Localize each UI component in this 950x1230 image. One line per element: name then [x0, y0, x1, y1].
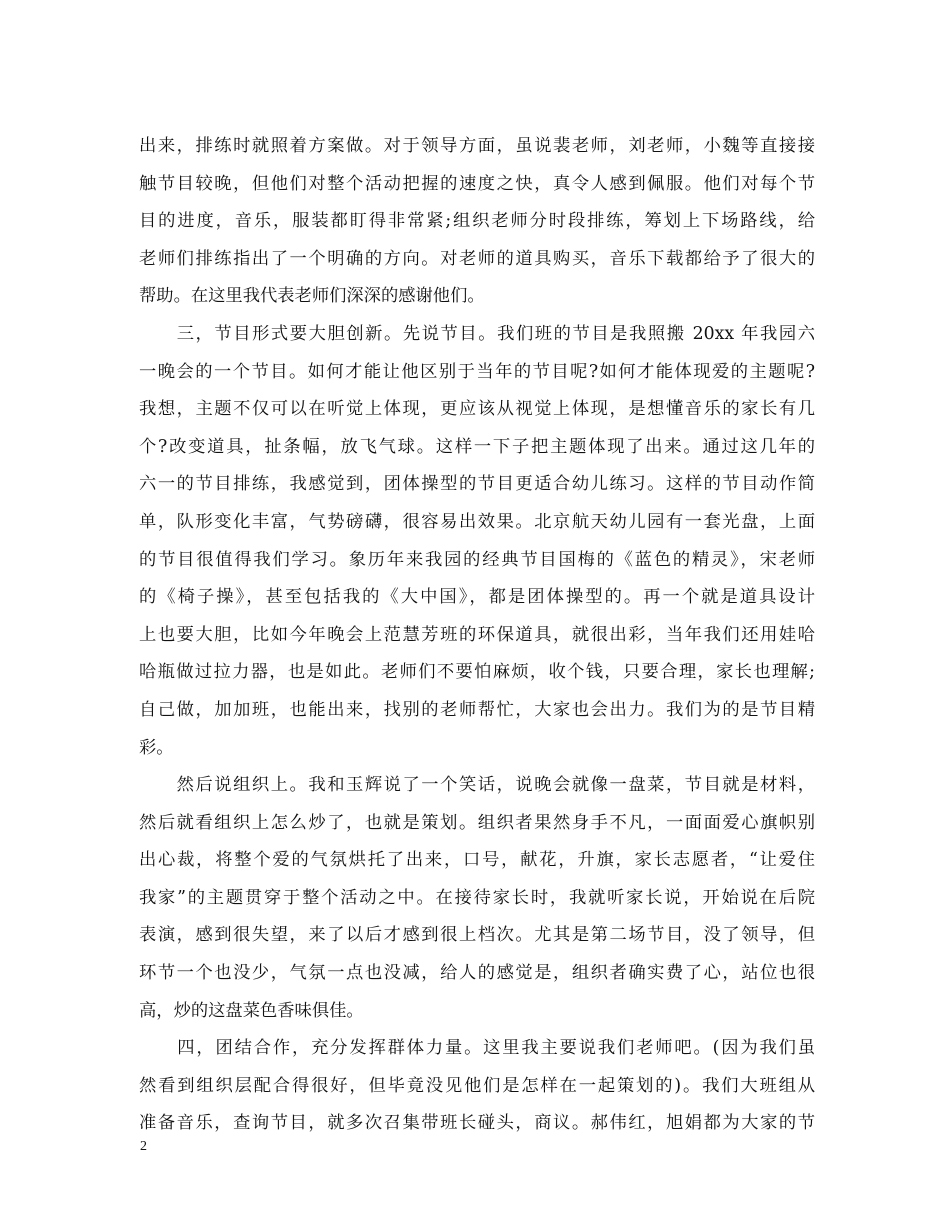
- text-line: 目的进度，音乐，服装都盯得非常紧;组织老师分时段排练，筹划上下场路线，给: [139, 211, 815, 232]
- text-line: 的《椅子操》，甚至包括我的《大中国》，都是团体操型的。再一个就是道具设计: [139, 587, 815, 608]
- text-line: 触节目较晚，但他们对整个活动把握的速度之快，真令人感到佩服。他们对每个节: [139, 173, 815, 194]
- text-line: 然看到组织层配合得很好，但毕竟没见他们是怎样在一起策划的)。我们大班组从: [139, 1075, 815, 1096]
- text-line: 上也要大胆，比如今年晚会上范慧芳班的环保道具，就很出彩，当年我们还用娃哈: [139, 624, 815, 645]
- text-line: 自己做，加加班，也能出来，找别的老师帮忙，大家也会出力。我们为的是节目精: [139, 699, 815, 720]
- text-line: 出心裁，将整个爱的气氛烘托了出来，口号，献花，升旗，家长志愿者，“让爱住: [139, 850, 815, 871]
- text-line: 高，炒的这盘菜色香味俱佳。: [139, 1000, 364, 1021]
- text-line: 个?改变道具，扯条幅，放飞气球。这样一下子把主题体现了出来。通过这几年的: [139, 436, 815, 457]
- text-line: 然后就看组织上怎么炒了，也就是策划。组织者果然身手不凡，一面面爱心旗帜别: [139, 812, 815, 833]
- text-line: 我家”的主题贯穿于整个活动之中。在接待家长时，我就听家长说，开始说在后院: [139, 887, 815, 908]
- text-line: 三，节目形式要大胆创新。先说节目。我们班的节目是我照搬 20xx 年我园六: [139, 323, 815, 344]
- text-line: 的节目很值得我们学习。象历年来我园的经典节目国梅的《蓝色的精灵》，宋老师: [139, 549, 815, 570]
- text-line: 老师们排练指出了一个明确的方向。对老师的道具购买，音乐下载都给予了很大的: [139, 248, 815, 269]
- page-number: 2: [140, 1139, 147, 1154]
- text-line: 六一的节目排练，我感觉到，团体操型的节目更适合幼儿练习。这样的节目动作简: [139, 474, 815, 495]
- text-line: 环节一个也没少，气氛一点也没减，给人的感觉是，组织者确实费了心，站位也很: [139, 963, 815, 984]
- text-line: 彩。: [139, 737, 174, 758]
- text-line: 哈瓶做过拉力器，也是如此。老师们不要怕麻烦，收个钱，只要合理，家长也理解;: [139, 662, 815, 683]
- text-line: 然后说组织上。我和玉辉说了一个笑话，说晚会就像一盘菜，节目就是材料，: [139, 775, 815, 796]
- text-line: 四，团结合作，充分发挥群体力量。这里我主要说我们老师吧。(因为我们虽: [139, 1038, 815, 1059]
- text-line: 一晚会的一个节目。如何才能让他区别于当年的节目呢?如何才能体现爱的主题呢?: [139, 361, 815, 382]
- text-line: 帮助。在这里我代表老师们深深的感谢他们。: [139, 286, 485, 307]
- text-line: 我想，主题不仅可以在听觉上体现，更应该从视觉上体现，是想懂音乐的家长有几: [139, 399, 815, 420]
- text-line: 表演，感到很失望，来了以后才感到很上档次。尤其是第二场节目，没了领导，但: [139, 925, 815, 946]
- text-line: 出来，排练时就照着方案做。对于领导方面，虽说裴老师，刘老师，小魏等直接接: [139, 136, 815, 156]
- document-body: [139, 128, 815, 1143]
- text-line: 准备音乐，查询节目，就多次召集带班长碰头，商议。郝伟红，旭娟都为大家的节: [139, 1113, 815, 1134]
- text-line: 单，队形变化丰富，气势磅礴，很容易出效果。北京航天幼儿园有一套光盘，上面: [139, 511, 815, 532]
